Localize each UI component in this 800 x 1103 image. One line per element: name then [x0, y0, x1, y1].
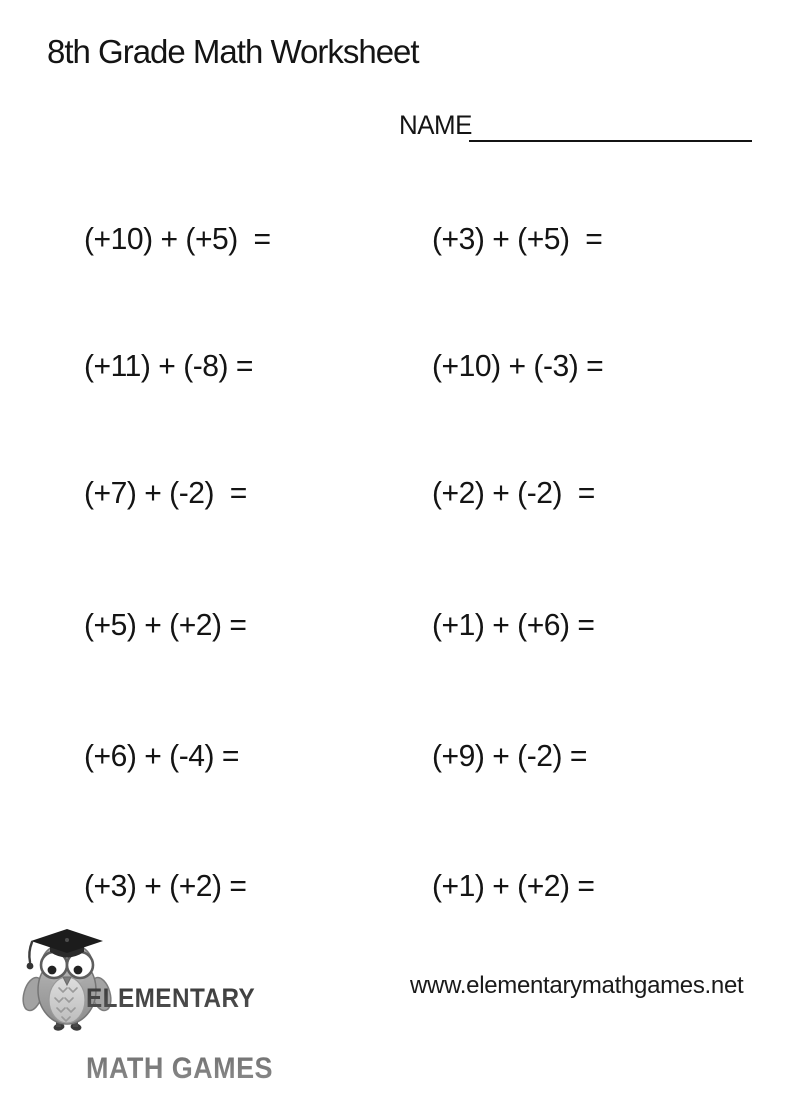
problem-expression-4-left: (+5) + (+2) =	[84, 607, 247, 642]
logo-wordmark-line1: ELEMENTARY	[86, 983, 256, 1013]
problem-expression-3-left: (+7) + (-2) =	[84, 475, 247, 510]
problem-expression-5-left: (+6) + (-4) =	[84, 738, 239, 773]
logo-wordmark-line2: MATH GAMES	[86, 1052, 273, 1085]
problem-expression-6-right: (+1) + (+2) =	[432, 868, 595, 903]
problem-expression-5-right: (+9) + (-2) =	[432, 738, 587, 773]
page-title: 8th Grade Math Worksheet	[47, 33, 419, 70]
problem-expression-1-right: (+3) + (+5) =	[432, 221, 603, 256]
problem-expression-3-right: (+2) + (-2) =	[432, 475, 595, 510]
problem-expression-2-right: (+10) + (-3) =	[432, 348, 604, 383]
problem-expression-2-left: (+11) + (-8) =	[84, 348, 253, 383]
website-url: www.elementarymathgames.net	[410, 972, 744, 999]
logo-wordmark	[86, 944, 273, 1103]
problem-expression-4-right: (+1) + (+6) =	[432, 607, 595, 642]
name-label: NAME	[399, 110, 472, 140]
name-blank-line	[469, 140, 752, 142]
problem-expression-6-left: (+3) + (+2) =	[84, 868, 247, 903]
problem-expression-1-left: (+10) + (+5) =	[84, 221, 271, 256]
